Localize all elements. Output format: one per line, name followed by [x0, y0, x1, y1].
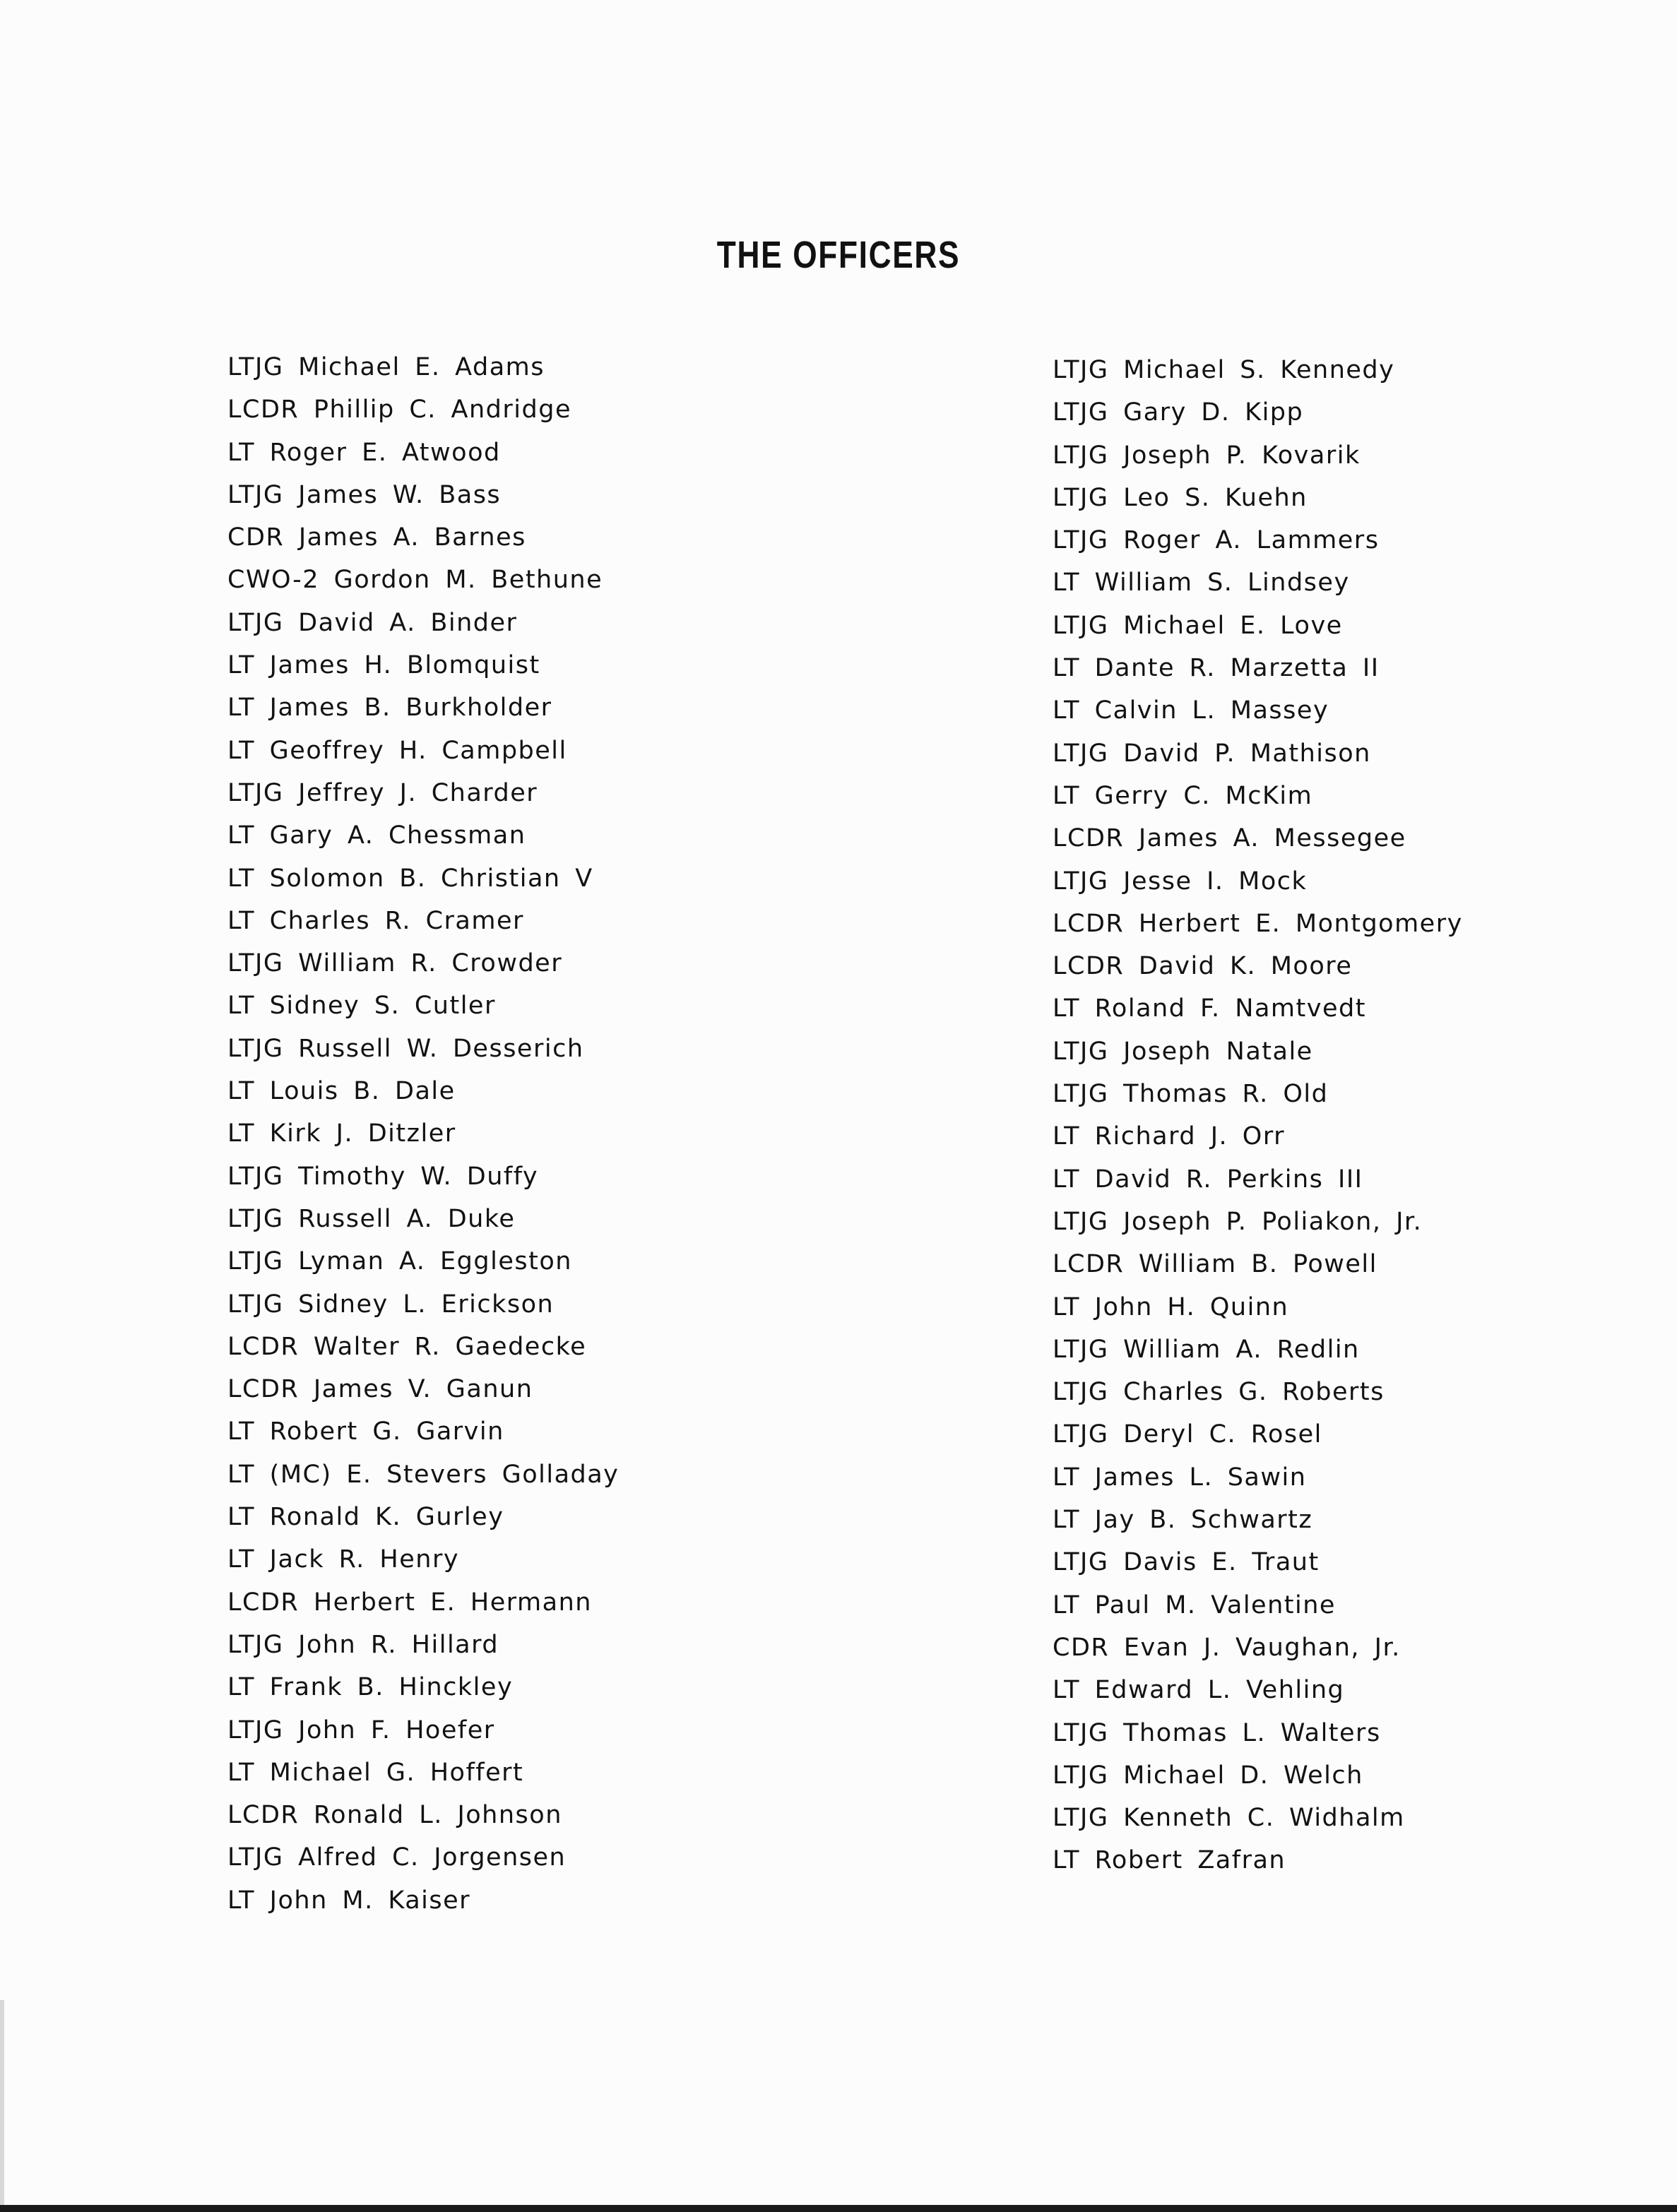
officer-name: LTJG William R. Crowder	[227, 949, 563, 978]
officer-name: LTJG Michael S. Kennedy	[1053, 356, 1395, 384]
officer-name: LT Jay B. Schwartz	[1053, 1506, 1313, 1535]
scan-bottom-edge	[0, 2205, 1677, 2212]
officer-name: LCDR Ronald L. Johnson	[227, 1801, 562, 1830]
officer-name: LTJG William A. Redlin	[1053, 1335, 1360, 1364]
officer-name: CDR James A. Barnes	[227, 523, 526, 552]
officer-name: LCDR Herbert E. Montgomery	[1053, 909, 1463, 938]
officer-name: LT (MC) E. Stevers Golladay	[227, 1460, 620, 1489]
officer-name: LTJG John R. Hillard	[227, 1630, 499, 1659]
officer-name: LTJG Thomas L. Walters	[1053, 1718, 1381, 1747]
officers-list-right	[1053, 349, 1463, 1882]
officer-name: LT Roland F. Namtvedt	[1053, 994, 1366, 1023]
officer-name: LT Richard J. Orr	[1053, 1122, 1286, 1151]
officer-name: LT Sidney S. Cutler	[227, 992, 496, 1021]
officer-name: LTJG Timothy W. Duffy	[227, 1162, 539, 1191]
officer-name: LT James L. Sawin	[1053, 1463, 1307, 1492]
officer-name: LT Michael G. Hoffert	[227, 1758, 524, 1787]
officer-name: LT Gary A. Chessman	[227, 821, 526, 850]
officer-name: LT William S. Lindsey	[1053, 569, 1350, 597]
officer-name: LT Roger E. Atwood	[227, 438, 501, 467]
officer-name: LTJG John F. Hoefer	[227, 1716, 495, 1744]
officer-name: LCDR William B. Powell	[1053, 1250, 1377, 1279]
officer-name: LTJG Joseph P. Poliakon, Jr.	[1053, 1207, 1423, 1236]
officer-name: LT Louis B. Dale	[227, 1077, 456, 1106]
officer-name: LT Kirk J. Ditzler	[227, 1119, 456, 1148]
officer-name: LT Ronald K. Gurley	[227, 1503, 504, 1532]
officer-name: LT Robert G. Garvin	[227, 1417, 504, 1446]
officer-name: LTJG James W. Bass	[227, 480, 502, 509]
officer-name: LCDR Herbert E. Hermann	[227, 1588, 592, 1617]
officer-name: LTJG David A. Binder	[227, 608, 518, 637]
officer-name: LTJG Jeffrey J. Charder	[227, 778, 538, 807]
officer-name: LT Paul M. Valentine	[1053, 1590, 1336, 1619]
officer-name: LTJG Sidney L. Erickson	[227, 1290, 555, 1319]
officer-name: LTJG Jesse I. Mock	[1053, 867, 1308, 896]
officer-name: LCDR James A. Messegee	[1053, 824, 1406, 853]
officer-name: LT Charles R. Cramer	[227, 906, 524, 935]
officer-name: LT John H. Quinn	[1053, 1292, 1289, 1321]
officer-name: LT Calvin L. Massey	[1053, 696, 1329, 725]
officer-name: LTJG Kenneth C. Widhalm	[1053, 1804, 1405, 1833]
officer-name: LTJG Joseph P. Kovarik	[1053, 441, 1361, 470]
officer-name: LT Dante R. Marzetta II	[1053, 654, 1380, 683]
officer-name: LT Robert Zafran	[1053, 1846, 1286, 1875]
officer-name: LT John M. Kaiser	[227, 1886, 471, 1915]
officer-name: LT Edward L. Vehling	[1053, 1676, 1345, 1705]
officer-name: LTJG Gary D. Kipp	[1053, 398, 1304, 427]
officer-name: LT Gerry C. McKim	[1053, 781, 1313, 810]
officer-name: LTJG Joseph Natale	[1053, 1037, 1313, 1066]
officer-name: CDR Evan J. Vaughan, Jr.	[1053, 1633, 1401, 1662]
officers-list-left	[227, 346, 619, 1922]
officer-name: LTJG Alfred C. Jorgensen	[227, 1843, 567, 1872]
officer-name: LTJG Thomas R. Old	[1053, 1080, 1329, 1109]
scan-edge-shadow	[0, 2000, 4, 2212]
officer-name: LTJG Deryl C. Rosel	[1053, 1420, 1322, 1449]
page-title: THE OFFICERS	[716, 234, 961, 276]
officer-name: LTJG Lyman A. Eggleston	[227, 1247, 572, 1276]
officer-name: LTJG Roger A. Lammers	[1053, 526, 1380, 555]
officer-name: LTJG Russell A. Duke	[227, 1204, 516, 1233]
officer-name: LCDR David K. Moore	[1053, 952, 1353, 981]
officer-name: LTJG Russell W. Desserich	[227, 1034, 584, 1063]
officer-name: CWO-2 Gordon M. Bethune	[227, 566, 603, 595]
officer-name: LT Geoffrey H. Campbell	[227, 736, 567, 765]
officer-name: LT Jack R. Henry	[227, 1545, 460, 1574]
officer-name: LT David R. Perkins III	[1053, 1165, 1363, 1194]
officer-name: LTJG Charles G. Roberts	[1053, 1378, 1385, 1407]
officer-name: LT James B. Burkholder	[227, 694, 552, 723]
officer-name: LTJG Leo S. Kuehn	[1053, 483, 1308, 512]
officer-name: LTJG Michael D. Welch	[1053, 1761, 1363, 1790]
officer-name: LTJG Davis E. Traut	[1053, 1548, 1320, 1577]
officer-name: LCDR James V. Ganun	[227, 1375, 533, 1404]
officer-name: LTJG Michael E. Love	[1053, 611, 1343, 640]
officer-name: LT Frank B. Hinckley	[227, 1673, 514, 1702]
officer-name: LCDR Walter R. Gaedecke	[227, 1332, 587, 1361]
officer-name: LCDR Phillip C. Andridge	[227, 396, 571, 424]
officer-name: LT Solomon B. Christian V	[227, 864, 593, 893]
officer-name: LTJG Michael E. Adams	[227, 353, 545, 381]
officer-name: LT James H. Blomquist	[227, 651, 540, 680]
officer-name: LTJG David P. Mathison	[1053, 739, 1371, 768]
